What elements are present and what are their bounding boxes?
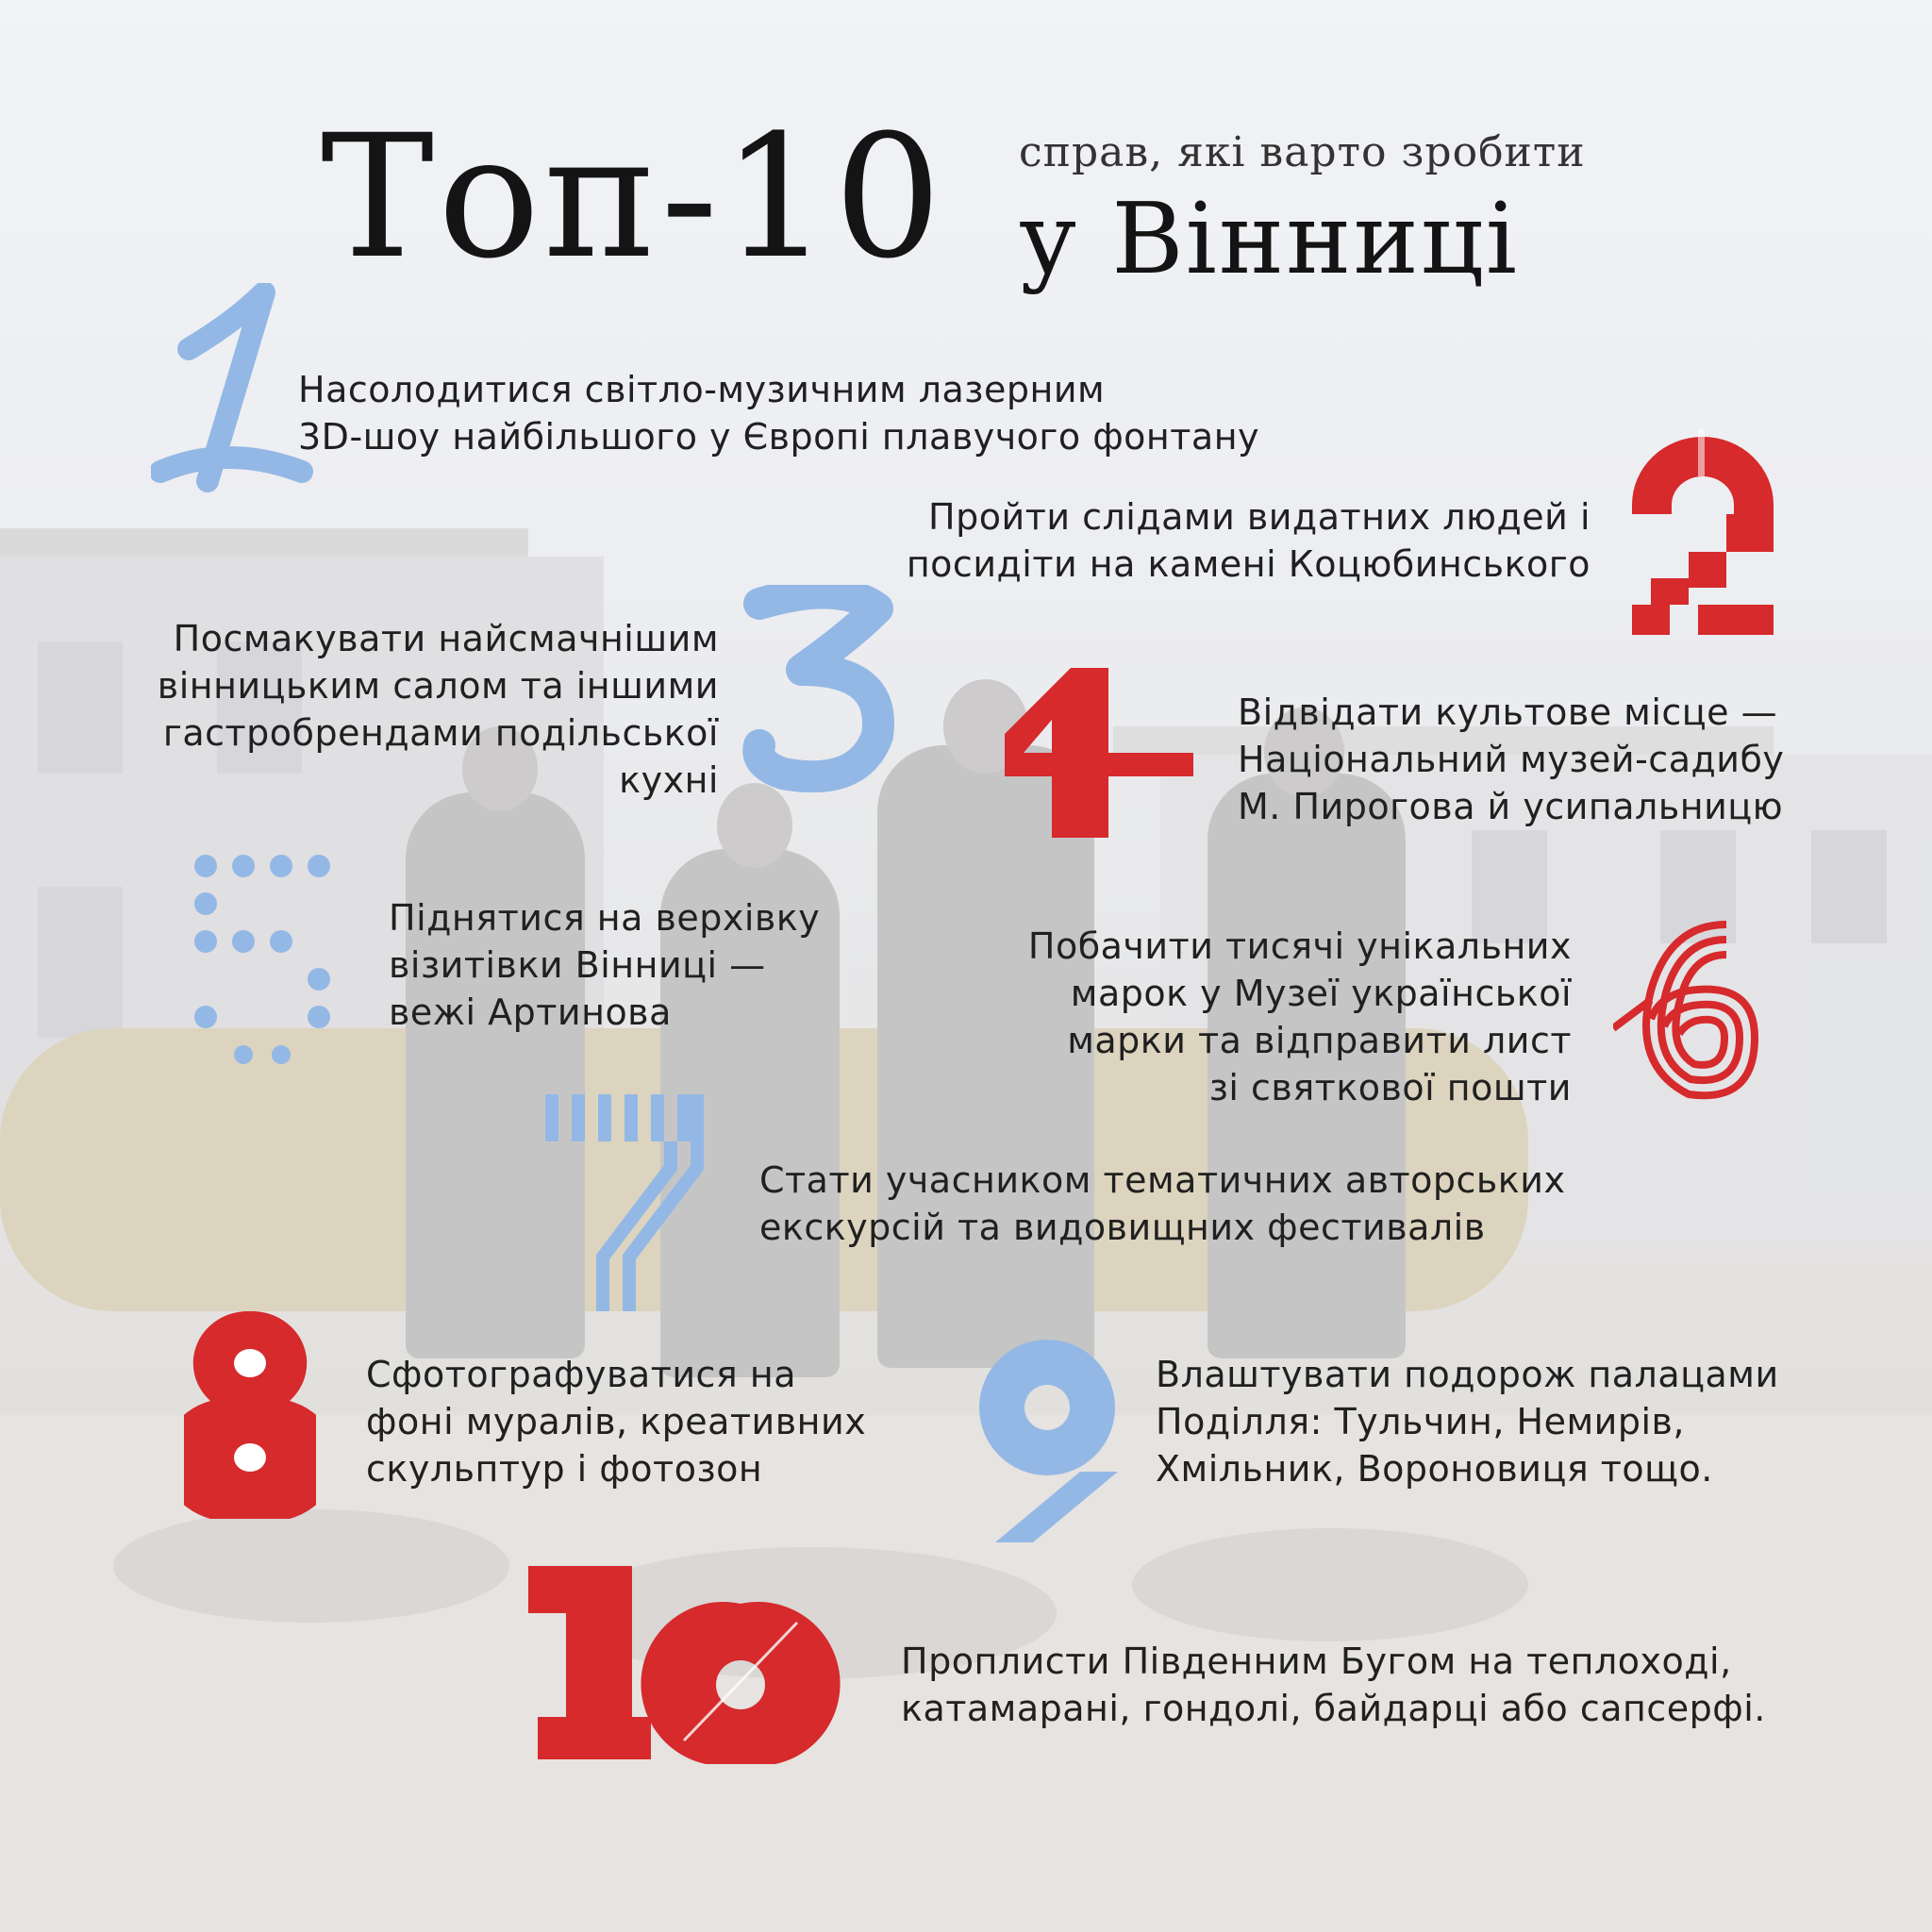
item-1-line-1: Насолодитися світло-музичним лазерним <box>298 369 1106 410</box>
page-subtitle: справ, які варто зробити <box>1019 128 1586 176</box>
item-7-line-1: Стати учасником тематичних авторських <box>759 1159 1566 1201</box>
item-6-line-4: зі святкової пошти <box>1208 1067 1572 1108</box>
item-7-text <box>759 1157 1565 1251</box>
item-2-text <box>830 493 1591 588</box>
item-3-text <box>113 615 719 804</box>
item-10-text <box>901 1638 1766 1732</box>
item-2-line-1: Пройти слідами видатних людей і <box>928 496 1591 538</box>
item-5-line-3: вежі Артинова <box>389 991 672 1033</box>
number-7-icon <box>545 1094 715 1311</box>
item-9-line-3: Хмільник, Вороновиця тощо. <box>1156 1448 1713 1490</box>
number-3-icon <box>736 585 896 792</box>
number-2-icon <box>1623 429 1783 641</box>
item-8-line-1: Сфотографуватися на <box>366 1354 796 1395</box>
number-9-icon <box>976 1340 1127 1542</box>
item-9-text <box>1156 1351 1779 1492</box>
item-8-line-2: фоні муралів, креативних <box>366 1401 867 1442</box>
item-4-line-1: Відвідати культове місце — <box>1238 691 1778 733</box>
item-3-line-2: вінницьким салом та іншими <box>157 665 719 707</box>
page-city: у Вінниці <box>1019 181 1520 296</box>
number-1-icon <box>151 283 321 500</box>
item-10-line-1: Проплисти Південним Бугом на теплоході, <box>901 1641 1732 1682</box>
item-5-line-2: візитівки Вінниці — <box>389 944 766 986</box>
item-3-line-4: кухні <box>619 759 719 801</box>
item-4-line-2: Національний музей-садибу <box>1238 739 1785 780</box>
item-7-line-2: екскурсій та видовищних фестивалів <box>759 1207 1486 1248</box>
item-10-line-2: катамарані, гондолі, байдарці або сапсерфі. <box>901 1688 1766 1729</box>
item-2-line-2: посидіти на камені Коцюбинського <box>906 543 1591 585</box>
number-4-icon <box>1005 668 1193 838</box>
item-4-text <box>1238 689 1784 830</box>
item-3-line-1: Посмакувати найсмачнішим <box>173 618 719 659</box>
item-6-line-3: марки та відправити лист <box>1067 1020 1572 1061</box>
item-5-text <box>389 894 820 1036</box>
item-3-line-3: гастробрендами подільської <box>162 712 719 754</box>
page-title: Топ-10 <box>321 99 946 296</box>
item-1-text <box>298 366 1259 460</box>
item-5-line-1: Піднятися на верхівку <box>389 897 821 939</box>
item-6-line-1: Побачити тисячі унікальних <box>1027 925 1572 967</box>
item-4-line-3: М. Пирогова й усипальницю <box>1238 786 1784 827</box>
item-9-line-1: Влаштувати подорож палацами <box>1156 1354 1779 1395</box>
item-6-line-2: марок у Музеї української <box>1070 973 1572 1014</box>
number-6-icon <box>1613 906 1774 1113</box>
item-6-text <box>943 923 1572 1111</box>
number-8-icon <box>184 1311 316 1519</box>
number-10-icon <box>528 1566 849 1764</box>
number-5-icon <box>189 849 340 1066</box>
item-8-line-3: скульптур і фотозон <box>366 1448 763 1490</box>
item-9-line-2: Поділля: Тульчин, Немирів, <box>1156 1401 1685 1442</box>
item-8-text <box>366 1351 866 1492</box>
item-1-line-2: 3D-шоу найбільшого у Європі плавучого фонтану <box>298 416 1260 458</box>
